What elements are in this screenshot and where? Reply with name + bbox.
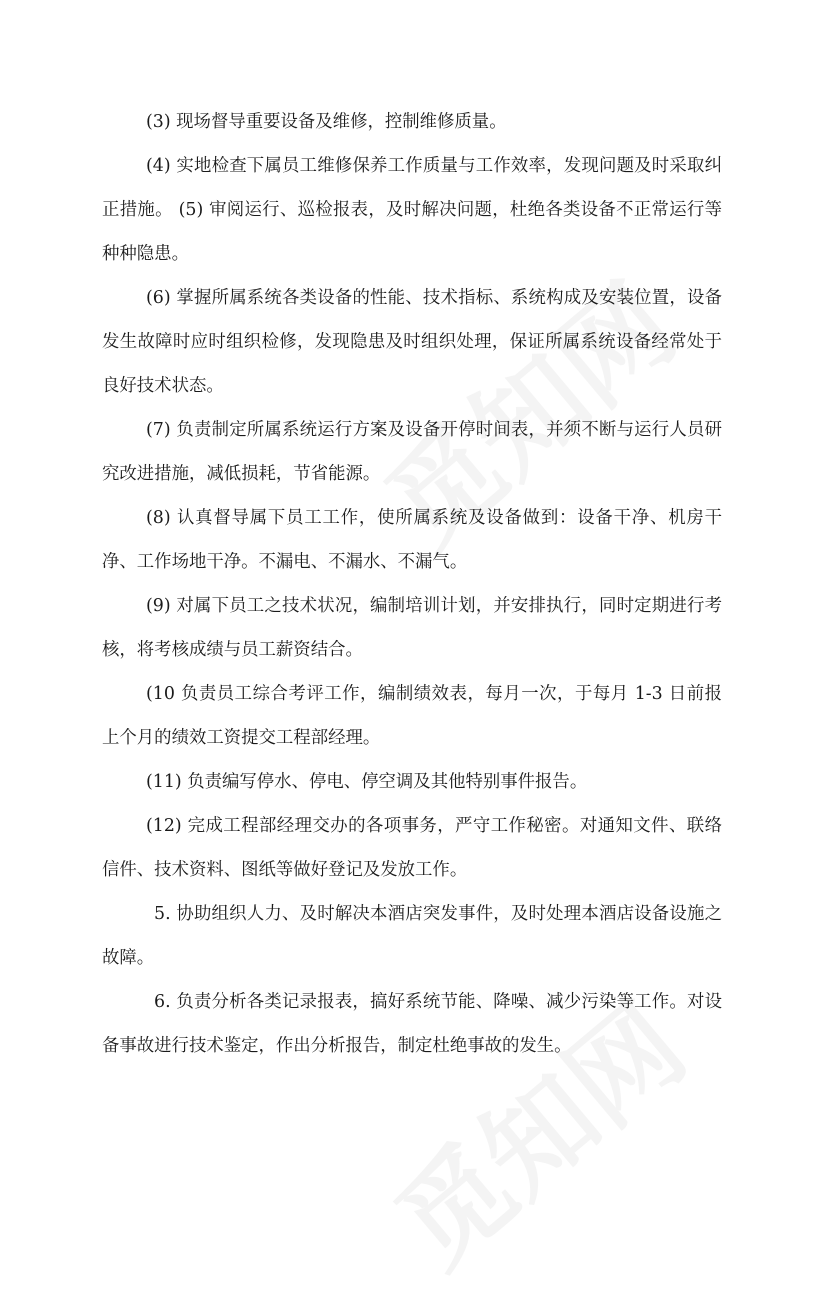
- document-body: [102, 100, 722, 1068]
- paragraph-item-8: (8) 认真督导属下员工工作，使所属系统及设备做到：设备干净、机房干净、工作场地干净。不漏电、不漏水、不漏气。: [102, 508, 722, 572]
- paragraph-item-11: (11) 负责编写停水、停电、停空调及其他特别事件报告。: [146, 772, 588, 792]
- paragraph-section-5: 5. 协助组织人力、及时解决本酒店突发事件，及时处理本酒店设备设施之故障。: [102, 904, 722, 968]
- paragraph-section-6: 6. 负责分析各类记录报表，搞好系统节能、降噪、减少污染等工作。对设备事故进行技术鉴定，作出分析报告，制定杜绝事故的发生。: [102, 992, 722, 1056]
- paragraph-item-9: (9) 对属下员工之技术状况，编制培训计划，并安排执行，同时定期进行考核，将考核成绩与员工薪资结合。: [102, 596, 722, 660]
- paragraph-item-3: (3) 现场督导重要设备及维修，控制维修质量。: [146, 112, 507, 132]
- paragraph-item-4-5: (4) 实地检查下属员工维修保养工作质量与工作效率，发现问题及时采取纠正措施。 (5) 审阅运行、巡检报表，及时解决问题，杜绝各类设备不正常运行等种种隐患。: [102, 156, 722, 264]
- paragraph-item-6: (6) 掌握所属系统各类设备的性能、技术指标、系统构成及安装位置，设备发生故障时应时组织检修，发现隐患及时组织处理，保证所属系统设备经常处于良好技术状态。: [102, 288, 722, 396]
- paragraph-item-10: (10 负责员工综合考评工作，编制绩效表，每月一次，于每月 1-3 日前报上个月的绩效工资提交工程部经理。: [102, 684, 722, 748]
- paragraph-item-12: (12) 完成工程部经理交办的各项事务，严守工作秘密。对通知文件、联络信件、技术资料、图纸等做好登记及发放工作。: [102, 816, 722, 880]
- paragraph-item-7: (7) 负责制定所属系统运行方案及设备开停时间表，并须不断与运行人员研究改进措施，减低损耗，节省能源。: [102, 420, 722, 484]
